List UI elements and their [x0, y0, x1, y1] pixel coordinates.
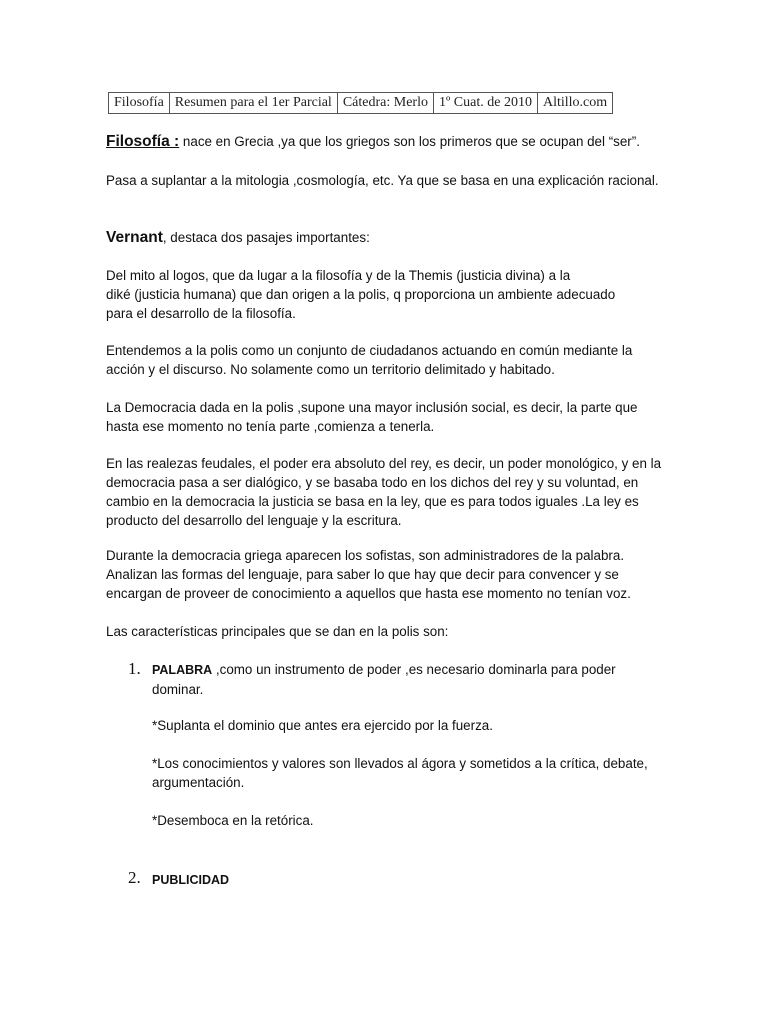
paragraph-caracteristicas: Las características principales que se dan en la polis son:: [106, 624, 449, 639]
paragraph-sofistas: Durante la democracia griega aparecen los sofistas, son administradores de la palabra. Analizan las formas del lenguaje, para saber lo que hay que decir para convencer y se encargan de proveer de conocimiento a aquellos que hasta ese momento no tenían voz.: [106, 548, 631, 601]
header-table: [108, 92, 613, 114]
paragraph-democracia: La Democracia dada en la polis ,supone una mayor inclusión social, es decir, la parte que hasta ese momento no tenía parte ,comienza a tenerla.: [106, 400, 638, 434]
bullet-line: *Desemboca en la retórica.: [152, 813, 314, 828]
bullet-line: *Los conocimientos y valores son llevados al ágora y sometidos a la crítica, debate, argumentación.: [152, 756, 648, 790]
intro-text: nace en Grecia ,ya que los griegos son los primeros que se ocupan del “ser”.: [179, 134, 640, 149]
paragraph-line: Del mito al logos, que da lugar a la filosofía y de la Themis (justicia divina) a la: [106, 268, 571, 283]
header-cell-catedra: Cátedra: Merlo: [337, 93, 433, 114]
header-cell-period: 1º Cuat. de 2010: [433, 93, 537, 114]
list-item-text: ,como un instrumento de poder ,es necesario dominarla para poder dominar.: [152, 662, 616, 697]
paragraph-mitologia: Pasa a suplantar a la mitologia ,cosmología, etc. Ya que se basa en una explicación racional.: [106, 173, 659, 188]
list-item-palabra: [152, 660, 662, 699]
bullet-line: *Suplanta el dominio que antes era ejercido por la fuerza.: [152, 718, 493, 733]
list-number: 1.: [128, 659, 141, 678]
paragraph-line: diké (justicia humana) que dan origen a la polis, q proporciona un ambiente adecuado: [106, 287, 616, 302]
vernant-title: Vernant: [106, 229, 163, 246]
list-item-publicidad: [152, 870, 662, 890]
header-cell-title: Resumen para el 1er Parcial: [169, 93, 337, 114]
intro-title: Filosofía :: [106, 133, 180, 150]
list-item-label: PUBLICIDAD: [152, 873, 230, 887]
header-row: [109, 93, 613, 114]
list-number: 2.: [128, 868, 141, 887]
header-cell-subject: Filosofía: [109, 93, 170, 114]
intro-paragraph: [106, 132, 666, 151]
header-cell-site: Altillo.com: [537, 93, 612, 114]
paragraph-realezas: En las realezas feudales, el poder era absoluto del rey, es decir, un poder monológico, y en la democracia pasa a ser dialógico, y se basaba todo en los dichos del rey y su voluntad, en cambio en la democracia la justicia se basa en la ley, que es para todos iguales .La ley es producto del desarrollo del lenguaje y la escritura.: [106, 456, 662, 528]
paragraph-polis: Entendemos a la polis como un conjunto de ciudadanos actuando en común mediante la acción y el discurso. No solamente como un territorio delimitado y habitado.: [106, 343, 633, 377]
paragraph-mito-logos: [106, 266, 666, 323]
list-item-label: PALABRA: [152, 663, 213, 677]
vernant-paragraph: [106, 228, 666, 247]
paragraph-line: para el desarrollo de la filosofía.: [106, 306, 296, 321]
vernant-text: , destaca dos pasajes importantes:: [162, 230, 370, 245]
